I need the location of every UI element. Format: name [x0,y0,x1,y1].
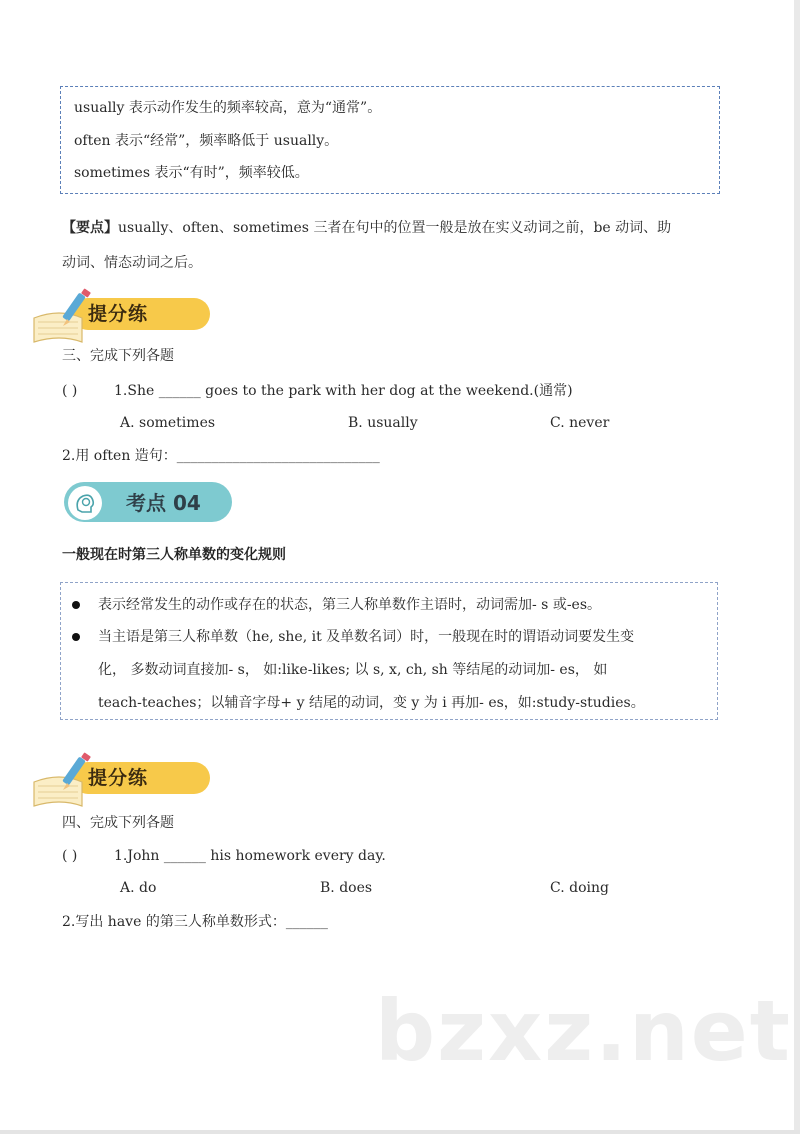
exercise-4-option-c: C. doing [550,880,609,896]
note-line-usually: usually 表示动作发生的频率较高，意为“通常”。 [74,100,382,116]
practice-badge [30,288,190,348]
exercise-4-q1-paren: ( ) [62,848,78,864]
exercise-3-option-c: C. never [550,415,610,431]
rule-bullet-2-line-3: teach-teaches；以辅音字母+ y 结尾的动词，变 y 为 i 再加- es，如:study-studies。 [98,695,645,711]
exercise-3-q1-paren: ( ) [62,383,78,399]
rule-bullet-2-line-2: 化， 多数动词直接加- s， 如:like-likes; 以 s, x, ch, sh 等结尾的动词加- es， 如 [98,662,608,678]
practice-badge [30,752,190,812]
note-line-often: often 表示“经常”，频率略低于 usually。 [74,133,339,149]
practice-badge-label: 提分练 [88,303,149,325]
kaodian-label: 考点 04 [126,491,201,515]
keypoint-text-1: usually、often、sometimes 三者在句中的位置一般是放在实义动词之前，be 动词、助 [118,220,672,236]
rule-bullet-1: 表示经常发生的动作或存在的状态，第三人称单数作主语时，动词需加- s 或-es。 [98,597,602,613]
lightbulb-head-icon [72,490,98,516]
exercise-4-q2: 2.写出 have 的第三人称单数形式：______ [62,914,328,930]
exercise-4-option-a: A. do [120,880,157,896]
exercise-4-title: 四、完成下列各题 [62,815,174,831]
exercise-4-q1: 1.John ______ his homework every day. [114,848,386,864]
page-edge [794,0,800,1134]
exercise-3-q2: 2.用 often 造句：_____________________________ [62,448,380,464]
watermark: bzxz.net [375,982,792,1080]
exercise-3-option-a: A. sometimes [120,415,216,431]
note-line-sometimes: sometimes 表示“有时”，频率较低。 [74,165,309,181]
section-heading: 一般现在时第三人称单数的变化规则 [62,547,286,563]
page-edge-bottom [0,1130,800,1134]
exercise-3-title: 三、完成下列各题 [62,348,174,364]
keypoint-line-2: 动词、情态动词之后。 [62,255,202,271]
keypoint-line-1 [62,218,671,238]
keypoint-tag: 【要点】 [62,220,118,236]
practice-badge-label: 提分练 [88,767,149,789]
bullet-dot [72,633,80,641]
exercise-3-option-b: B. usually [348,415,418,431]
bullet-dot [72,601,80,609]
rule-bullet-2-line-1: 当主语是第三人称单数（he, she, it 及单数名词）时，一般现在时的谓语动词要发生变 [98,629,635,645]
exercise-4-option-b: B. does [320,880,373,896]
exercise-3-q1: 1.She ______ goes to the park with her dog at the weekend.(通常) [114,383,573,399]
